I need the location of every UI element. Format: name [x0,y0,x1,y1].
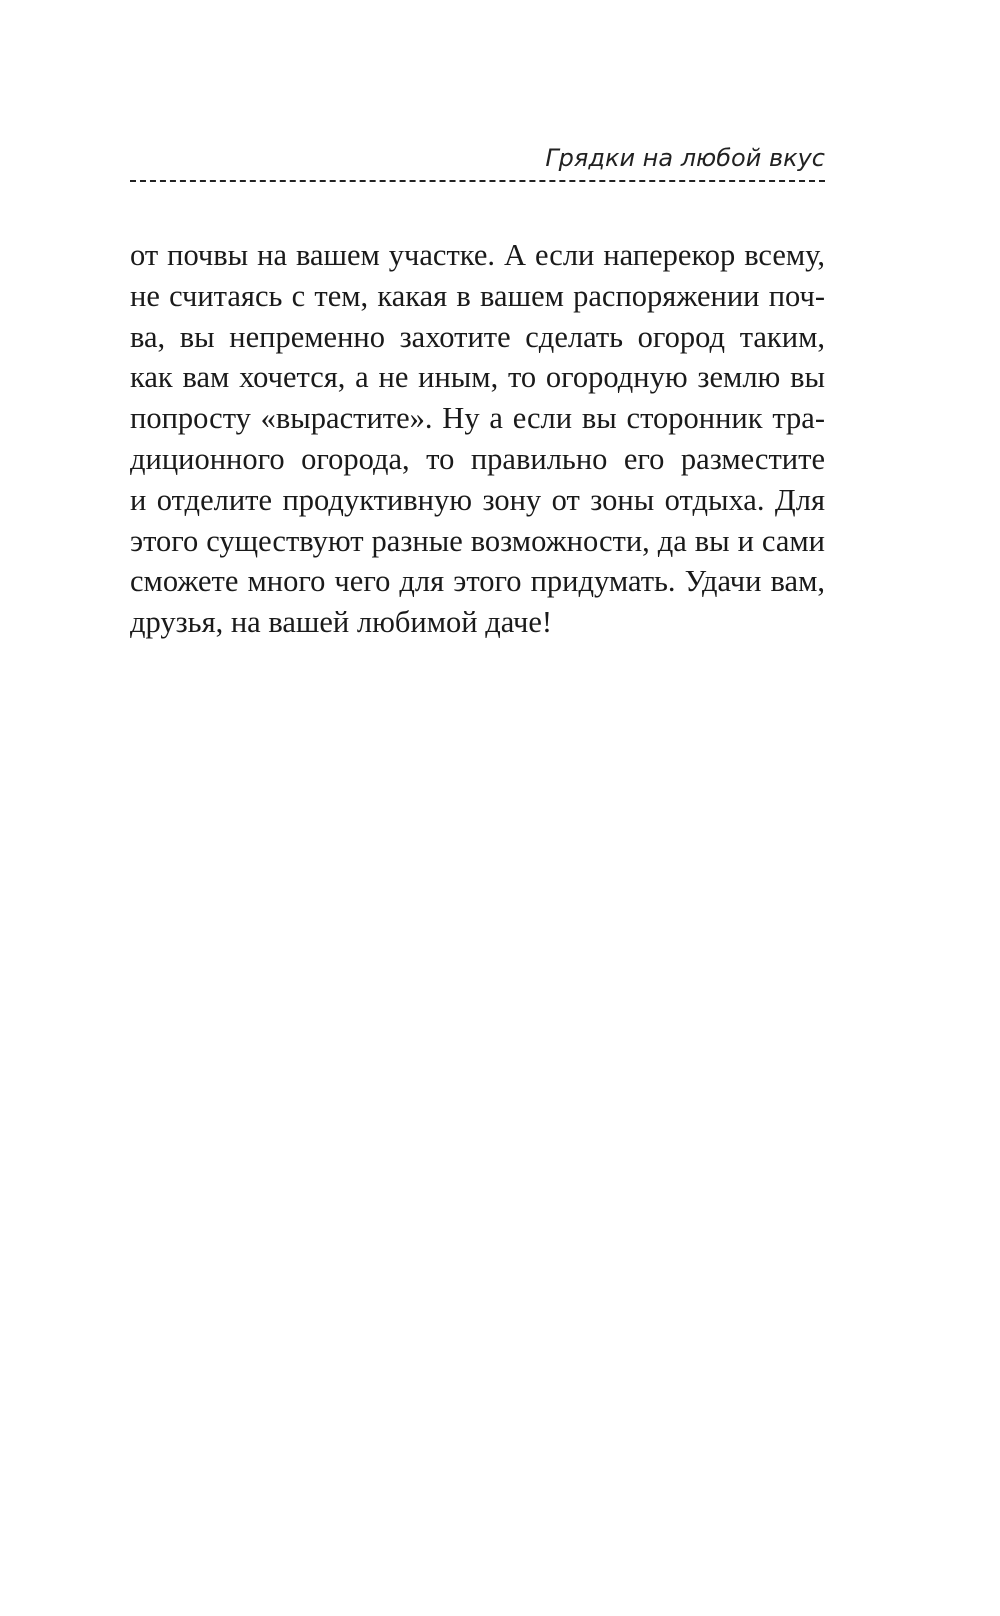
text-line: сможете много чего для этого придумать. Удачи вам, [130,564,825,599]
text-line: ва, вы непременно захотите сделать огород таким, [130,319,825,354]
text-line: друзья, на вашей любимой даче! [130,605,553,640]
text-line: от почвы на вашем участке. А если наперекор всему, [130,238,825,272]
header-dashed-divider [130,180,825,182]
text-line: как вам хочется, а не иным, то огородную землю вы [130,360,825,395]
text-line: попросту «вырастите». Ну а если вы сторонник тра- [130,401,825,436]
text-line: этого существуют разные возможности, да вы и сами [130,523,825,558]
body-paragraph [130,235,825,643]
text-line: диционного огорода, то правильно его разместите [130,441,825,476]
text-line: и отделите продуктивную зону от зоны отдыха. Для [130,482,825,517]
running-header-title: Грядки на любой вкус [545,144,825,172]
text-line: не считаясь с тем, какая в вашем распоряжении поч- [130,278,825,313]
